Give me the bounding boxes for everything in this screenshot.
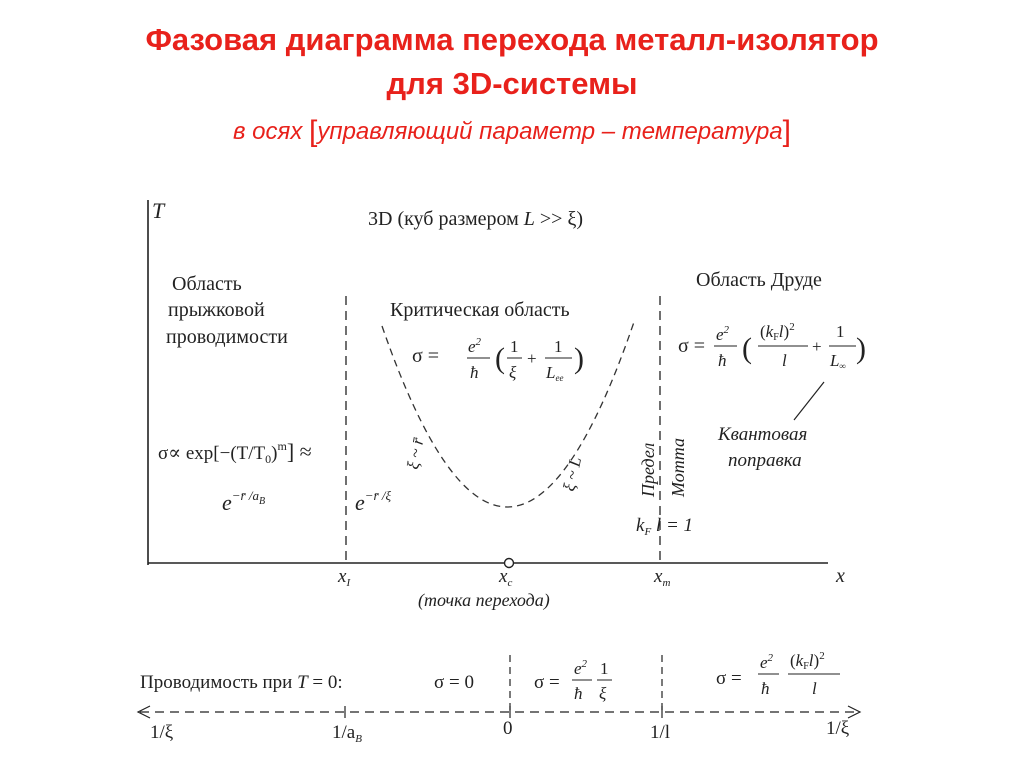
subtitle-prefix: в осях [232,118,310,145]
bottom-tick-label-zero: 0 [503,718,513,739]
svg-text:ħ: ħ [761,679,770,698]
svg-text:1: 1 [836,322,845,341]
subtitle-bracket-close: ] [782,115,791,148]
svg-text:(: ( [742,332,752,365]
sigma-hopping-formula: $\sigma\propto \exp[-(T/T_0)^m]$ ≈ [158,439,312,466]
quantum-correction-2: поправка [728,450,802,471]
bottom-tick-label-a: $1/a_B$ [332,722,362,745]
svg-text:e2: $e^2$ [574,658,588,678]
svg-text:σ =: σ = [534,672,560,693]
quantum-correction-1: Квантовая [718,424,808,445]
sigma-drude-formula [678,321,866,371]
quantum-pointer-line [794,382,824,420]
sigma-bottom-mid [534,658,612,703]
critical-region-label: Критическая область [390,299,570,321]
subtitle-inner: управляющий параметр – температура [317,118,783,145]
svg-text:1: 1 [510,337,519,356]
bottom-tick-label-l: 1/l [650,722,671,743]
svg-text:e2: $e^2$ [716,324,730,344]
svg-text:e2: $e^2$ [468,336,482,356]
svg-text:σ =: σ = [716,668,742,689]
exp-localized: $e^{-r̄ /\xi}$ [355,488,392,515]
svg-text:(kFl)2: (kFl)$^2$ [760,321,795,343]
xi-right-label: ξ ~ L [559,455,586,493]
sigma-zero: σ = 0 [434,672,474,693]
svg-text:+: + [812,337,822,356]
x-axis-label: x [836,565,845,587]
svg-text:Lee: Lee [546,363,564,383]
tick-xm: $x_m$ [654,566,671,589]
exp-hopping: $e^{-r̄ /a}B$ [222,488,266,515]
sigma-critical-formula [412,336,584,383]
hopping-label-2: прыжковой [168,299,265,321]
y-axis-label: T [152,198,165,223]
tick-xc: $x_c$ [499,566,513,589]
slide-title-line1: Фазовая диаграмма перехода металл-изолятор [145,22,879,57]
mott-limit-2: Мотта [668,438,688,497]
svg-text:ħ: ħ [574,684,583,703]
svg-text:l: l [782,351,787,370]
bottom-tick-label-right: 1/ξ [826,718,850,739]
transition-point-label: (точка перехода) [418,590,550,610]
xi-left-label: ξ ~ r̄ [403,436,428,471]
svg-text:(: ( [495,342,505,375]
diagram-header: 3D (куб размером L >> ξ) [368,208,584,230]
svg-text:σ =: σ = [678,335,706,357]
subtitle-bracket-open: [ [309,115,318,148]
mott-limit-1: Предел [638,442,658,497]
svg-text:L∞: L∞ [830,351,846,371]
svg-text:ξ: ξ [599,684,607,703]
kfl-condition: $k_F$ l = 1 [636,515,694,538]
svg-text:e2: $e^2$ [760,652,774,672]
svg-text:σ =: σ = [412,345,440,367]
sigma-bottom-right [716,650,840,698]
tick-x1: $x_I$ [338,566,351,589]
bottom-tick-label-left: 1/ξ [150,722,174,743]
svg-text:ħ: ħ [718,351,727,370]
slide-title-line2: для 3D-системы [386,66,638,101]
svg-text:ξ: ξ [509,363,517,382]
svg-text:): ) [574,342,584,375]
hopping-label-1: Область [172,273,242,295]
drude-label: Область Друде [696,269,822,291]
hopping-label-3: проводимости [166,326,288,348]
svg-text:): ) [856,332,866,365]
svg-text:(kFl)2: (kFl)$^2$ [790,650,825,672]
svg-text:1: 1 [600,659,609,678]
bottom-label: Проводимость при T = 0: [140,672,343,693]
svg-text:1: 1 [554,337,563,356]
svg-text:l: l [812,679,817,698]
svg-text:+: + [527,349,537,368]
svg-text:ħ: ħ [470,363,479,382]
